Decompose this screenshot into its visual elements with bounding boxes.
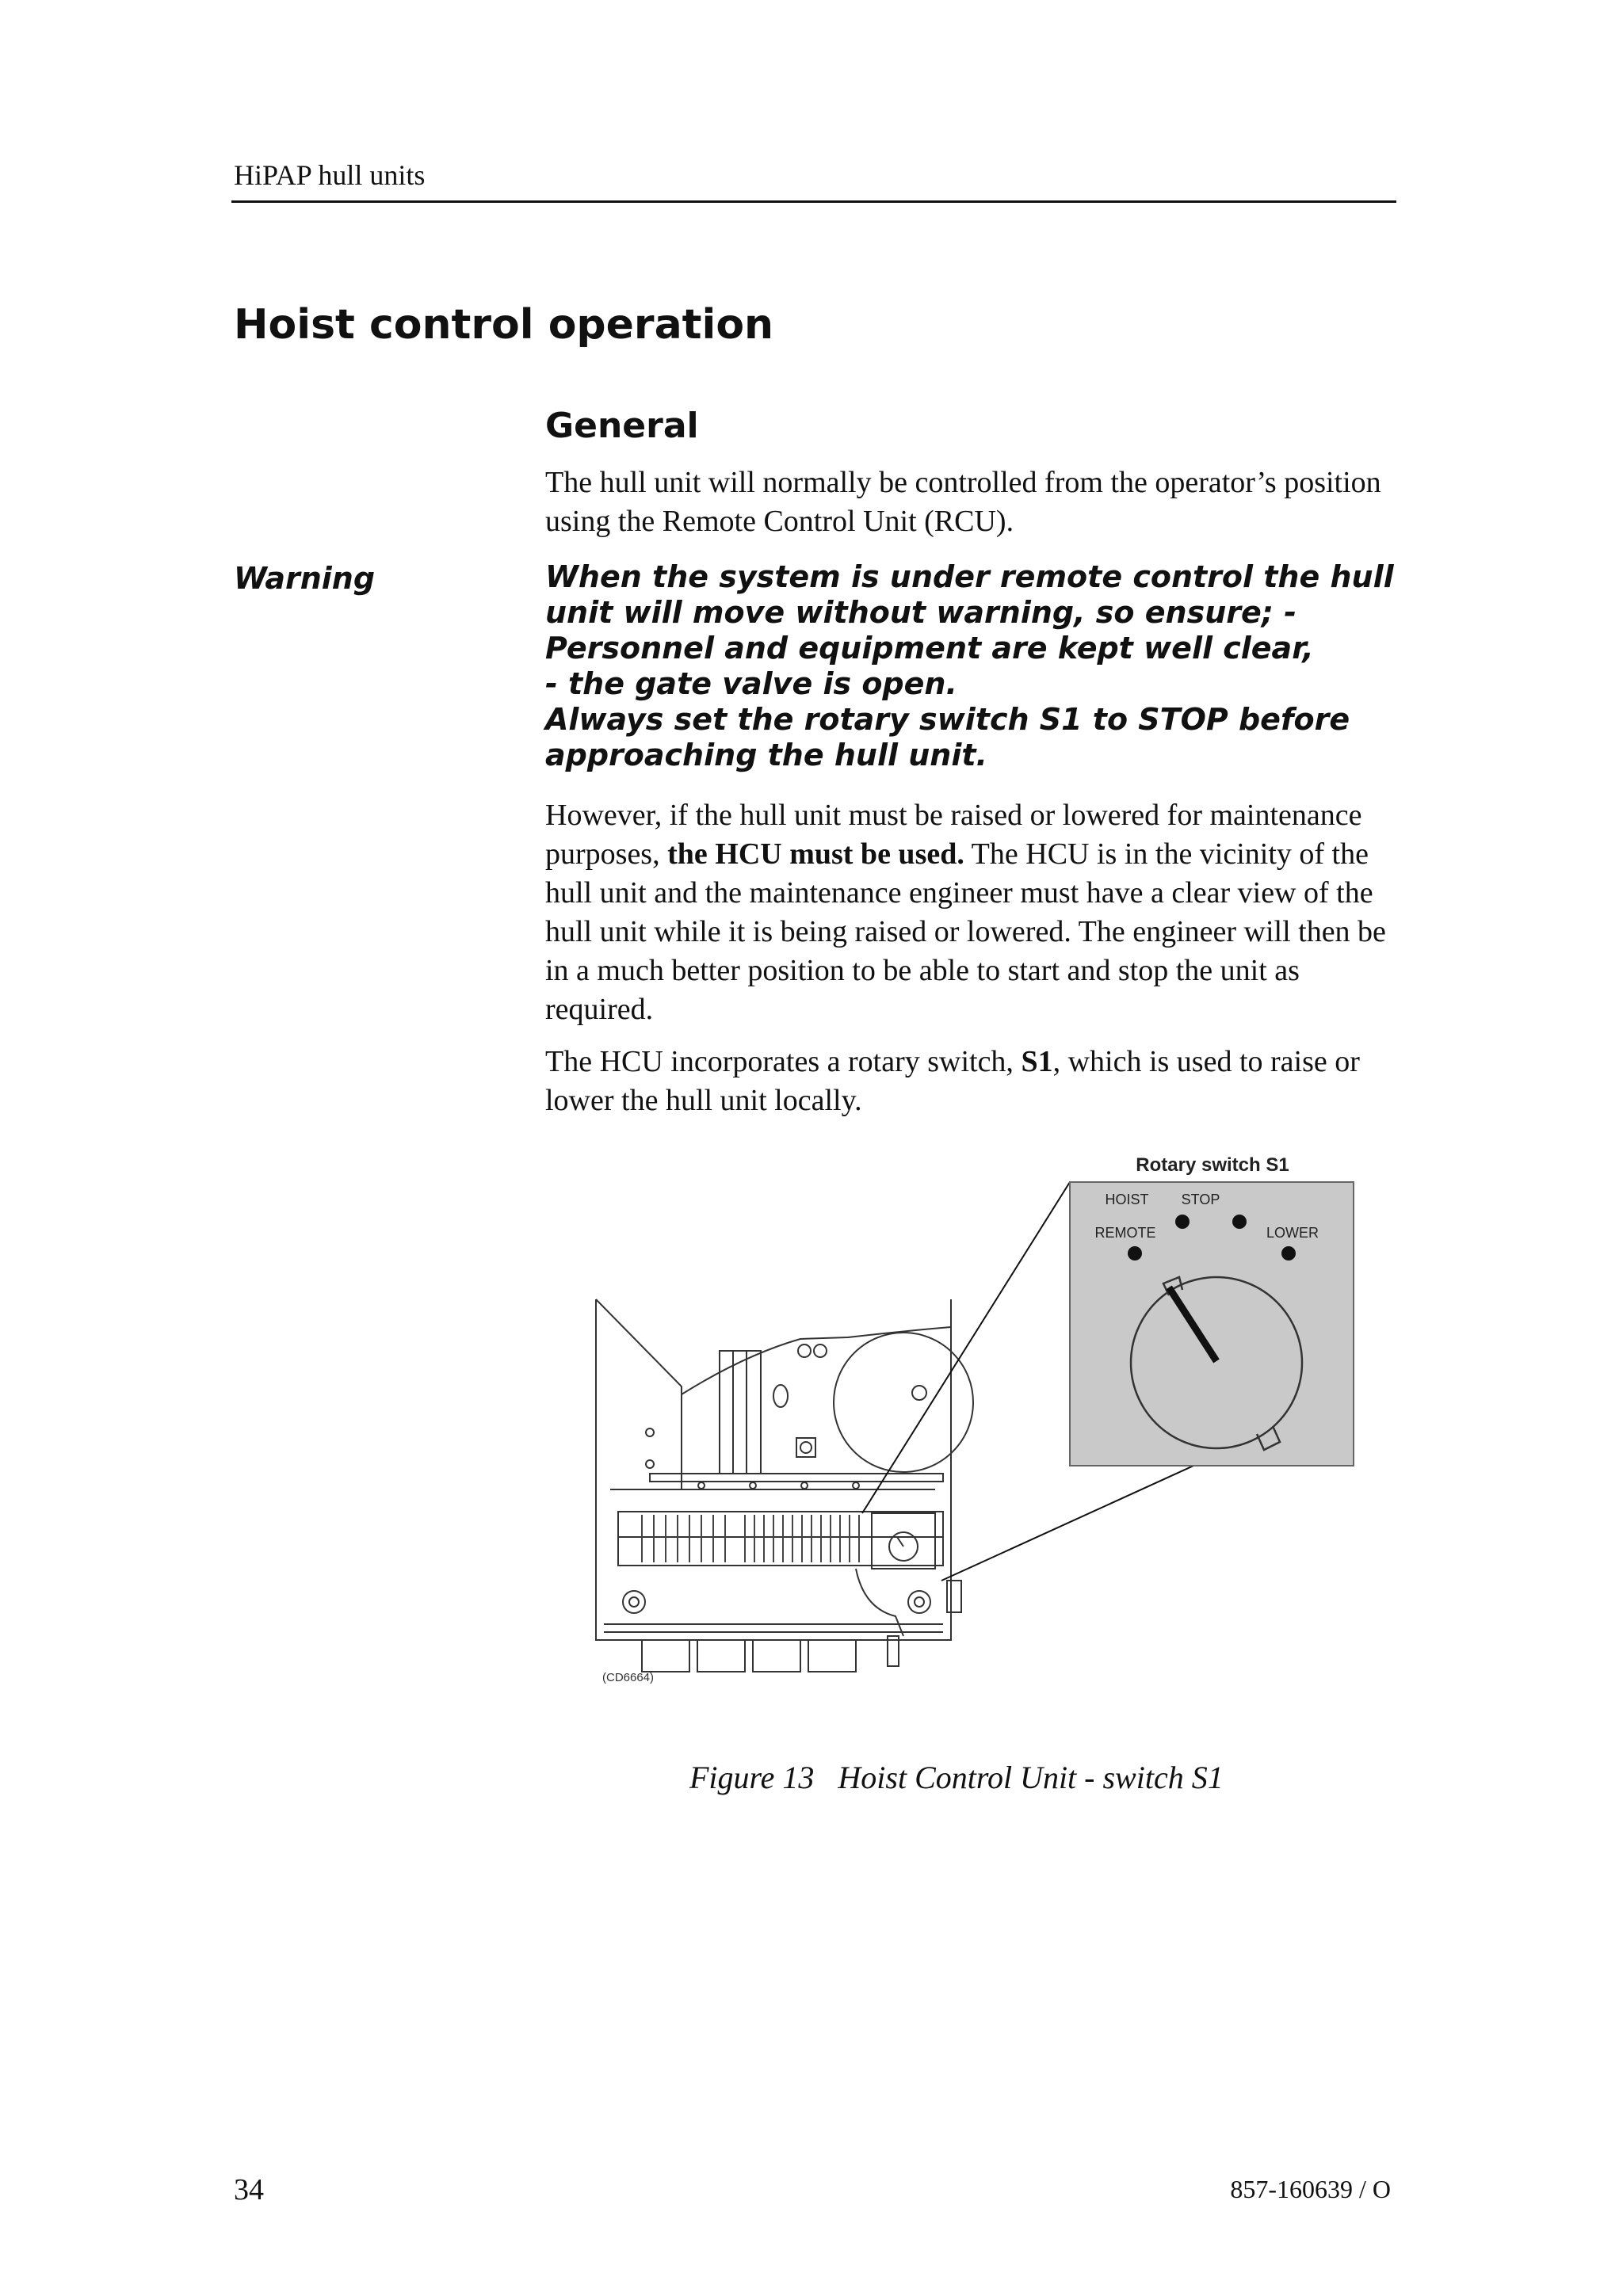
hcu-figure [586,1141,1363,1711]
warning-line: approaching the hull unit. [545,738,987,772]
stop-dot [1232,1215,1247,1229]
label-lower: LOWER [1266,1225,1319,1241]
terminal-blocks [642,1515,859,1562]
section-title: Hoist control operation [234,301,774,349]
s1-emphasis: S1 [1021,1045,1053,1078]
hoist-dot [1175,1215,1190,1229]
label-hoist: HOIST [1105,1192,1149,1207]
subsection-title: General [545,406,699,446]
warning-line: - the gate valve is open. [545,666,957,701]
rotary-switch-paragraph: The HCU incorporates a rotary switch, S1, which is used to raise or lower the hull unit locally. [545,1045,1360,1117]
warning-text [545,559,1417,773]
intro-paragraph: The hull unit will normally be controlled from the operator’s position using the Remote Control Unit (RCU). [545,466,1381,538]
caption-text: Hoist Control Unit - switch S1 [838,1760,1224,1795]
label-remote: REMOTE [1094,1225,1156,1241]
remote-dot [1128,1246,1142,1261]
warning-line: Personnel and equipment are kept well clear, [545,631,1314,666]
running-header: HiPAP hull units [234,159,426,191]
warning-line: When the system is under remote control the hull [545,559,1394,594]
figure-caption [689,1759,1224,1796]
hcu-enclosure [596,1299,973,1672]
warning-label: Warning [234,561,376,596]
header-rule [231,200,1396,203]
leader-line-top [862,1182,1070,1513]
inset-title: Rotary switch S1 [1136,1154,1289,1176]
hcu-emphasis: the HCU must be used. [667,837,964,871]
label-stop: STOP [1181,1192,1220,1207]
page-number: 34 [234,2173,264,2206]
figure-ref: (CD6664) [602,1671,655,1684]
warning-line: unit will move without warning, so ensure; - [545,595,1296,630]
lower-dot [1281,1246,1296,1261]
warning-line: Always set the rotary switch S1 to STOP before [545,702,1350,737]
document-number: 857-160639 / O [1230,2175,1391,2203]
maintenance-paragraph: However, if the hull unit must be raised or lowered for maintenance purposes, the HCU must be used. The HCU is in the vicinity of the hull unit and the maintenance engineer must have a clear view of the hull unit while it is being raised or lowered. The engineer will then be in a much better position to be able to start and stop the unit as required. [545,799,1386,1026]
caption-number: Figure 13 [689,1760,815,1795]
